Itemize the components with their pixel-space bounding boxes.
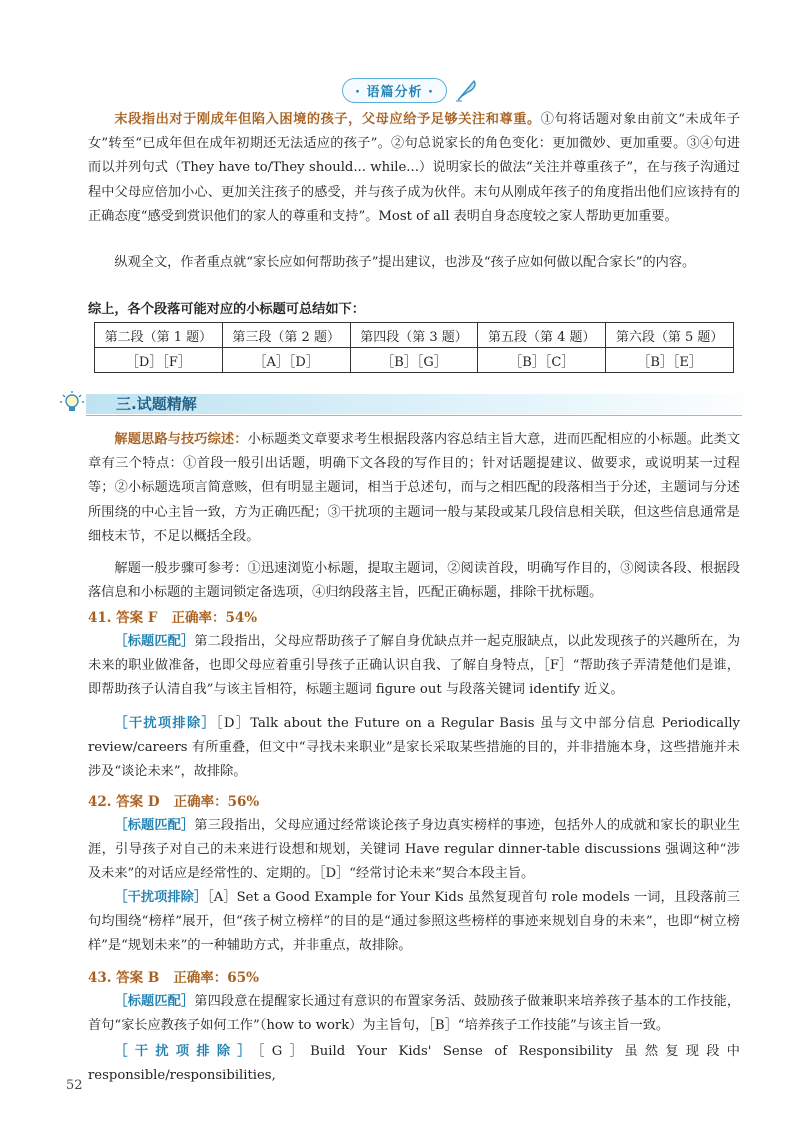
match-text: 第四段意在提醒家长通过有意识的布置家务活、鼓励孩子做兼职来培养孩子基本的工作技能，首句“家长应教孩子如何工作”（how to work）为主旨句，［B］“培养孩子工作技能”与该主旨一致。 bbox=[88, 994, 741, 1034]
accuracy-rate: 正确率：54% bbox=[171, 610, 258, 626]
match-text: 第三段指出，父母应通过经常谈论孩子身边真实榜样的事迹，包括外人的成就和家长的职业生涯，引导孩子对自己的未来进行设想和规划，关键词 Have regular dinner-table discussions 强调这种“涉及未来”的对话应是经常性的、定期的。［D］“经常讨论未来”契合本段主旨。 bbox=[88, 818, 741, 882]
table-header-cell: 第六段（第 5 题） bbox=[606, 323, 734, 348]
table-answer-cell: ［D］［F］ bbox=[95, 348, 223, 373]
table-answer-cell: ［B］［C］ bbox=[478, 348, 606, 373]
exclude-tag: ［干扰项排除］ bbox=[114, 1044, 258, 1059]
summary-table bbox=[94, 322, 734, 373]
analysis-lead: 末段指出对于刚成年但陷入困境的孩子，父母应给予足够关注和尊重。 bbox=[114, 112, 541, 127]
exclude-text: ［D］Talk about the Future on a Regular Basis 虽与文中部分信息 Periodically review/careers 有所重叠，但文中“寻找未来职业”是家长采取某些措施的目的，并非措施本身，这些措施并未涉及“谈论未来”，故排除。 bbox=[88, 716, 741, 780]
section-divider bbox=[86, 415, 742, 416]
section-heading bbox=[58, 388, 197, 418]
question-heading bbox=[88, 606, 257, 626]
match-paragraph bbox=[88, 990, 740, 1038]
answer-label: 43. 答案 B bbox=[88, 970, 160, 986]
summary-title: 综上，各个段落可能对应的小标题可总结如下： bbox=[88, 302, 365, 317]
summary-table-header-row bbox=[95, 323, 734, 348]
question-heading bbox=[88, 790, 259, 810]
match-paragraph bbox=[88, 630, 740, 703]
table-answer-cell: ［B］［G］ bbox=[350, 348, 478, 373]
page-number: 52 bbox=[66, 1078, 83, 1093]
table-header-cell: 第四段（第 3 题） bbox=[350, 323, 478, 348]
accuracy-rate: 正确率：65% bbox=[173, 970, 259, 986]
summary-table-answer-row bbox=[95, 348, 734, 373]
match-tag: ［标题匹配］ bbox=[114, 994, 195, 1009]
exclude-paragraph bbox=[88, 1040, 740, 1088]
exclude-tag: ［干扰项排除］ bbox=[114, 890, 208, 905]
section-header-analysis bbox=[342, 77, 479, 103]
summary-paragraph: 纵观全文，作者重点就“家长应如何帮助孩子”提出建议，也涉及“孩子应如何做以配合家长”的内容。 bbox=[114, 255, 696, 270]
match-paragraph bbox=[88, 814, 740, 887]
table-answer-cell: ［A］［D］ bbox=[222, 348, 350, 373]
table-header-cell: 第三段（第 2 题） bbox=[222, 323, 350, 348]
question-heading bbox=[88, 966, 259, 986]
steps-paragraph: 解题一般步骤可参考：①迅速浏览小标题，提取主题词，②阅读首段，明确写作目的，③阅读各段、根据段落信息和小标题的主题词锁定备选项，④归纳段落主旨，匹配正确标题，排除干扰标题。 bbox=[88, 561, 740, 601]
exclude-tag: ［干扰项排除］ bbox=[114, 716, 216, 731]
tips-text: 小标题类文章要求考生根据段落内容总结主旨大意，进而匹配相应的小标题。此类文章有三个特点：①首段一般引出话题，明确下文各段的写作目的；针对话题提建议、做要求，或说明某一过程等；②小标题选项言简意赅，但有明显主题词，相当于总述句，而与之相匹配的段落相当于分述，主题词与分述所围绕的中心主旨一致，方为正确匹配；③干扰项的主题词一般与某段或某几段信息相关联，但这些信息通常是细枝末节，不足以概括全段。 bbox=[88, 432, 741, 544]
exclude-text: ［A］Set a Good Example for Your Kids 虽然复现首句 role models 一词，且段落前三句均围绕“榜样”展开，但“孩子树立榜样”的目的是“通过参照这些榜样的事迹来规划自身的未来”，也即“树立榜样”是“规划未来”的一种辅助方式，并非重点，故排除。 bbox=[88, 890, 740, 954]
section-title: 三.试题精解 bbox=[116, 394, 197, 413]
exclude-paragraph bbox=[88, 712, 740, 785]
accuracy-rate: 正确率：56% bbox=[173, 794, 260, 810]
exclude-text: ［G］Build Your Kids' Sense of Responsibility 虽然复现段中 responsible/responsibilities, bbox=[88, 1044, 740, 1084]
exclude-paragraph bbox=[88, 886, 740, 959]
analysis-body: ①句将话题对象由前文“未成年子女”转至“已成年但在成年初期还无法适应的孩子”。②句总说家长的角色变化：更加微妙、更加重要。③④句进而以并列句式（They have to/They should... while...）说明家长的做法“关注并尊重孩子”，在与孩子沟通过程中父母应倍加小心、更加关注孩子的感受，并与孩子成为伙伴。末句从刚成年孩子的角度指出他们应该持有的正确态度“感受到赏识他们的家人的尊重和支持”。Most of all 表明自身态度较之家人帮助更加重要。 bbox=[88, 112, 740, 224]
match-tag: ［标题匹配］ bbox=[114, 818, 195, 833]
match-text: 第二段指出，父母应帮助孩子了解自身优缺点并一起克服缺点，以此发现孩子的兴趣所在，为未来的职业做准备，也即父母应着重引导孩子正确认识自我、了解自身特点，［F］“帮助孩子弄清楚他们是谁，即帮助孩子认清自我”与该主旨相符，标题主题词 figure out 与段落关键词 identify 近义。 bbox=[88, 634, 741, 698]
table-answer-cell: ［B］［E］ bbox=[606, 348, 734, 373]
answer-label: 42. 答案 D bbox=[88, 794, 160, 810]
analysis-paragraph bbox=[88, 108, 740, 229]
feather-pen-icon bbox=[453, 77, 479, 103]
match-tag: ［标题匹配］ bbox=[114, 634, 195, 649]
tips-label: 解题思路与技巧综述： bbox=[114, 432, 248, 447]
table-header-cell: 第二段（第 1 题） bbox=[95, 323, 223, 348]
answer-label: 41. 答案 F bbox=[88, 610, 158, 626]
tips-paragraph bbox=[88, 428, 740, 549]
lightbulb-icon bbox=[58, 389, 86, 417]
section-header-label: · 语篇分析 · bbox=[342, 78, 447, 103]
table-header-cell: 第五段（第 4 题） bbox=[478, 323, 606, 348]
